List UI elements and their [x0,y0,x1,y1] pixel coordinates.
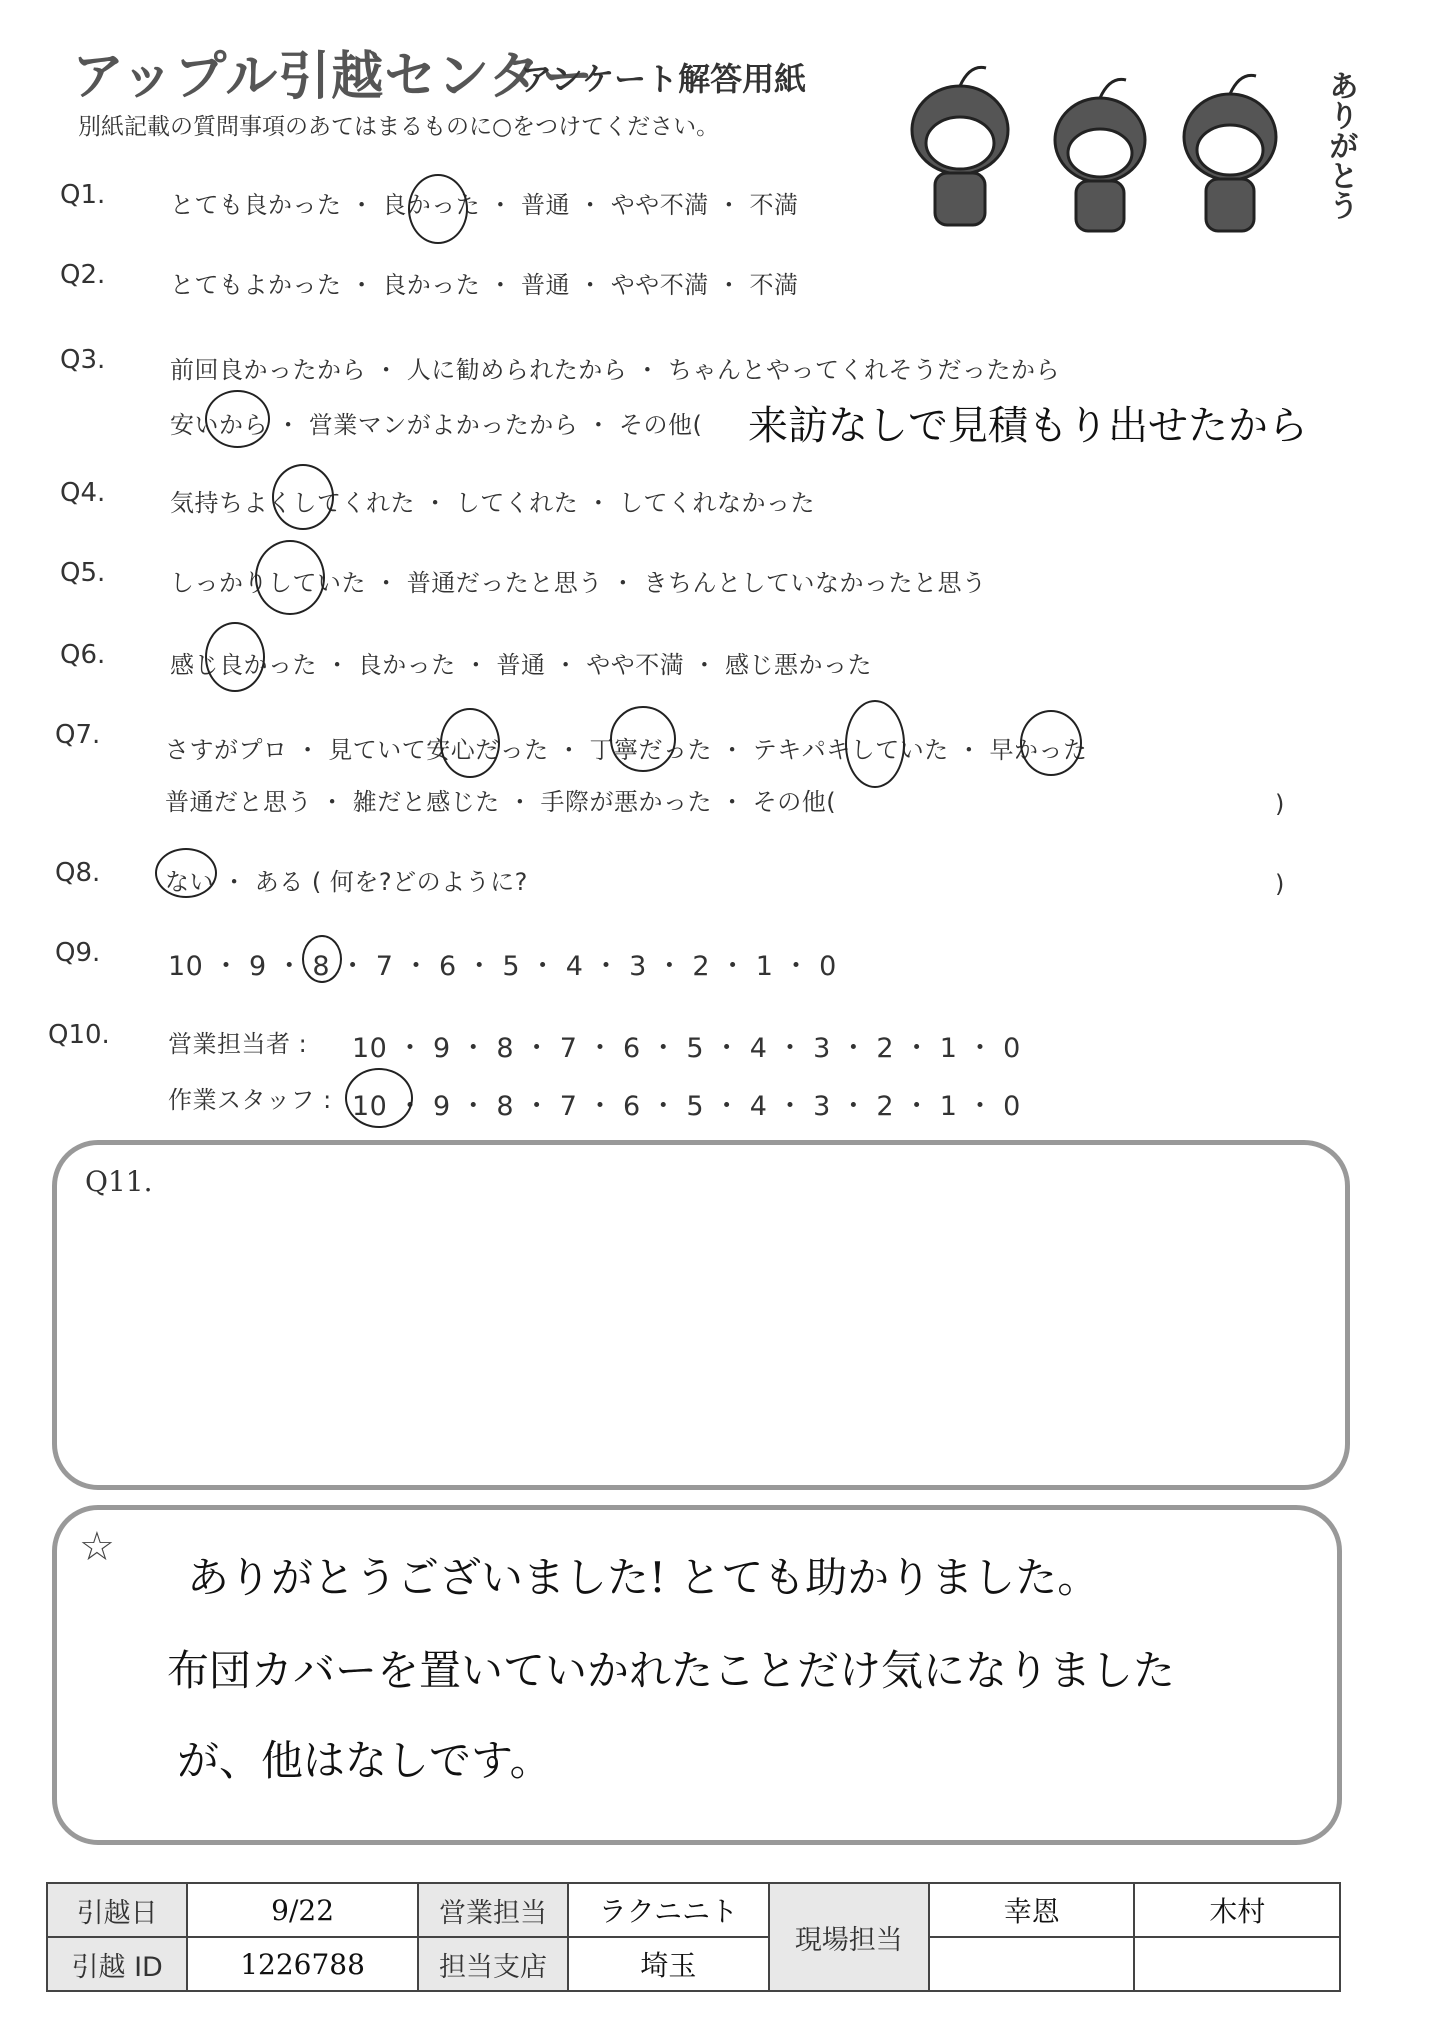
site-rep-label: 現場担当 [769,1883,929,1991]
move-id-label: 引越 ID [47,1937,187,1991]
q1-answer-circle [408,174,468,244]
q9-label: Q9. [55,938,101,968]
q7-close-paren: ) [1275,790,1285,818]
q1-label: Q1. [60,180,106,210]
q10-label: Q10. [48,1020,110,1050]
site-rep-empty-2 [1134,1937,1340,1991]
star-icon: ☆ [79,1524,115,1570]
q8-options: ない ・ ある ( 何を?どのように? [165,868,528,896]
q2-label: Q2. [60,260,106,290]
site-rep-empty-1 [929,1937,1134,1991]
q11-box [52,1140,1350,1490]
q10-staff-answer-circle [345,1068,413,1128]
comment-line-3: が、他はなしです。 [177,1736,552,1785]
q7-answer-circle-3 [845,700,905,788]
mascot-caption: ありがとう [1323,70,1358,220]
q5-options: しっかりしていた ・ 普通だったと思う ・ きちんとしていなかったと思う [170,569,987,597]
q10-sales-scale: 10 ・ 9 ・ 8 ・ 7 ・ 6 ・ 5 ・ 4 ・ 3 ・ 2 ・ 1 ・ 0 [352,1033,1021,1064]
q4-answer-circle [272,464,334,530]
site-rep-value-2: 木村 [1134,1883,1340,1937]
q7-answer-circle-4 [1020,710,1082,776]
q3-options-line1: 前回良かったから ・ 人に勧められたから ・ ちゃんとやってくれそうだったから [170,356,1061,384]
brand-title: アップル引越センター [72,47,595,107]
site-rep-value-1: 幸恩 [929,1883,1134,1937]
move-id-value: 1226788 [187,1937,418,1991]
q8-answer-circle [155,848,217,898]
q10-sales-label: 営業担当者 : [168,1030,308,1058]
q7-label: Q7. [55,720,101,750]
q7-answer-circle-2 [610,706,676,772]
q7-options-line1: さすがプロ ・ 見ていて安心だった ・ 丁寧だった ・ テキパキしていた ・ 早かった [165,736,1088,764]
move-date-value: 9/22 [187,1883,418,1937]
q8-close-paren: ) [1275,870,1285,898]
q7-options-line2: 普通だと思う ・ 雑だと感じた ・ 手際が悪かった ・ その他( [165,788,837,816]
q3-answer-circle [205,390,270,448]
q7-answer-circle-1 [440,708,500,778]
q9-answer-circle [302,935,342,983]
mascot-illustration [890,55,1350,245]
comment-line-2: 布団カバーを置いていかれたことだけ気になりました [167,1646,1176,1695]
q3-options-line2: 安いから ・ 営業マンがよかったから ・ その他( [170,411,703,439]
sales-rep-label: 営業担当 [418,1883,568,1937]
branch-label: 担当支店 [418,1937,568,1991]
footer-table [46,1882,1341,1992]
q6-label: Q6. [60,640,106,670]
q5-answer-circle [255,540,325,615]
q2-options: とてもよかった ・ 良かった ・ 普通 ・ やや不満 ・ 不満 [170,271,799,299]
q3-label: Q3. [60,345,106,375]
q10-staff-label: 作業スタッフ : [168,1086,332,1114]
q3-other-handwritten: 来訪なしで見積もり出せたから [748,403,1308,449]
q11-label: Q11. [85,1165,153,1198]
q6-options: 感じ良かった ・ 良かった ・ 普通 ・ やや不満 ・ 感じ悪かった [170,651,873,679]
q1-options: とても良かった ・ 良かった ・ 普通 ・ やや不満 ・ 不満 [170,191,799,219]
form-subtitle: アンケート解答用紙 [520,60,807,98]
move-date-label: 引越日 [47,1883,187,1937]
comment-line-1: ありがとうございました! とても助かりました。 [187,1553,1100,1602]
q6-answer-circle [205,622,265,692]
q4-label: Q4. [60,478,106,508]
q8-label: Q8. [55,858,101,888]
q9-scale: 10 ・ 9 ・ 8 ・ 7 ・ 6 ・ 5 ・ 4 ・ 3 ・ 2 ・ 1 ・ 0 [168,951,837,982]
q5-label: Q5. [60,558,106,588]
comment-box [52,1505,1342,1845]
q10-staff-scale: 10 ・ 9 ・ 8 ・ 7 ・ 6 ・ 5 ・ 4 ・ 3 ・ 2 ・ 1 ・ 0 [352,1091,1021,1122]
branch-value: 埼玉 [568,1937,768,1991]
sales-rep-value: ラクニニト [568,1883,768,1937]
instruction-text: 別紙記載の質問事項のあてはまるものに○をつけてください。 [78,114,720,140]
q4-options: 気持ちよくしてくれた ・ してくれた ・ してくれなかった [170,489,816,517]
